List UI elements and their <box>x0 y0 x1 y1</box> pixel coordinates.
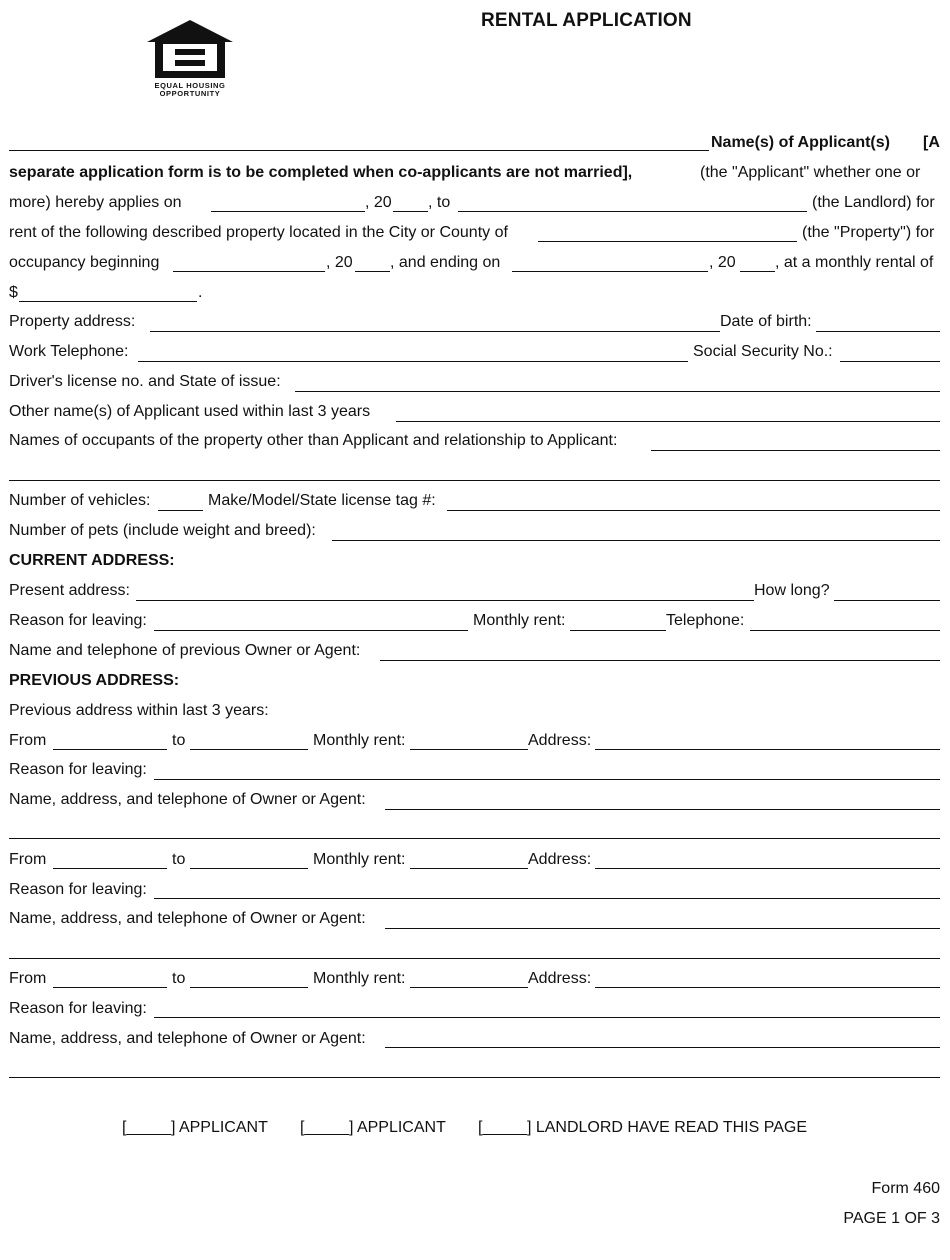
prev3-reason-label: Reason for leaving: <box>9 1000 147 1017</box>
prev1-owner-field-2[interactable] <box>9 838 940 839</box>
prev3-address-label: Address: <box>528 970 592 987</box>
how-long-field[interactable] <box>834 600 940 601</box>
prev1-monthly-rent-field[interactable] <box>410 749 528 750</box>
city-county-field[interactable] <box>538 241 797 242</box>
property-label: (the "Property") for <box>802 224 935 241</box>
prev2-from-field[interactable] <box>53 868 167 869</box>
year-prefix-3: , 20 <box>709 254 736 271</box>
work-telephone-field[interactable] <box>138 361 688 362</box>
current-monthly-rent-field[interactable] <box>570 630 666 631</box>
equal-housing-opportunity-icon <box>145 18 235 80</box>
landlord-name-field[interactable] <box>458 211 807 212</box>
num-pets-field[interactable] <box>332 540 940 541</box>
bracket-open: [A <box>923 134 940 151</box>
page-title: RENTAL APPLICATION <box>481 10 692 31</box>
prev2-address-field[interactable] <box>595 868 940 869</box>
prev-owner-field[interactable] <box>380 660 940 661</box>
present-address-field[interactable] <box>136 600 754 601</box>
prev2-to-field[interactable] <box>190 868 308 869</box>
num-vehicles-field[interactable] <box>158 510 203 511</box>
property-address-field[interactable] <box>150 331 720 332</box>
work-telephone-label: Work Telephone: <box>9 343 129 360</box>
applies-on-label: more) hereby applies on <box>9 194 182 211</box>
prev3-to-label: to <box>172 970 186 987</box>
prev3-owner-field[interactable] <box>385 1047 940 1048</box>
landlord-label: (the Landlord) for <box>812 194 935 211</box>
and-ending-label: , and ending on <box>390 254 501 271</box>
occupants-label: Names of occupants of the property other than Applicant and relationship to Applicant: <box>9 432 618 449</box>
occupants-field-2[interactable] <box>9 480 940 481</box>
other-names-label: Other name(s) of Applicant used within last 3 years <box>9 403 371 420</box>
drivers-license-field[interactable] <box>295 391 940 392</box>
ack-applicant-2[interactable]: [_____] APPLICANT <box>300 1119 446 1136</box>
prev1-to-label: to <box>172 732 186 749</box>
prev3-monthly-rent-label: Monthly rent: <box>313 970 406 987</box>
form-number: Form 460 <box>871 1180 940 1197</box>
present-address-label: Present address: <box>9 582 130 599</box>
current-telephone-field[interactable] <box>750 630 940 631</box>
property-address-label: Property address: <box>9 313 136 330</box>
current-telephone-label: Telephone: <box>666 612 745 629</box>
ack-applicant-1[interactable]: [_____] APPLICANT <box>122 1119 268 1136</box>
year-prefix-2: , 20 <box>326 254 353 271</box>
applicant-clause: (the "Applicant" whether one or <box>700 164 921 181</box>
other-names-field[interactable] <box>396 421 940 422</box>
dollar-sign: $ <box>9 284 18 301</box>
names-label: Name(s) of Applicant(s) <box>711 134 890 151</box>
ack-landlord[interactable]: [_____] LANDLORD HAVE READ THIS PAGE <box>478 1119 808 1136</box>
prev3-owner-field-2[interactable] <box>9 1077 940 1078</box>
prev2-from-label: From <box>9 851 47 868</box>
rent-of-label: rent of the following described property located in the City or County of <box>9 224 508 241</box>
year-prefix-1: , 20 <box>365 194 392 211</box>
prev1-from-field[interactable] <box>53 749 167 750</box>
prev1-to-field[interactable] <box>190 749 308 750</box>
prev-owner-label: Name and telephone of previous Owner or Agent: <box>9 642 361 659</box>
occupancy-end-field[interactable] <box>512 271 708 272</box>
applies-on-date-field[interactable] <box>211 211 365 212</box>
occupancy-label: occupancy beginning <box>9 254 160 271</box>
prev3-to-field[interactable] <box>190 987 308 988</box>
occupants-field[interactable] <box>651 450 940 451</box>
current-reason-field[interactable] <box>154 630 468 631</box>
occupancy-start-year-field[interactable] <box>355 271 390 272</box>
current-address-heading: CURRENT ADDRESS: <box>9 552 175 569</box>
date-of-birth-label: Date of birth: <box>720 313 812 330</box>
applies-on-year-field[interactable] <box>393 211 428 212</box>
prev2-address-label: Address: <box>528 851 592 868</box>
num-vehicles-label: Number of vehicles: <box>9 492 151 509</box>
prev1-reason-field[interactable] <box>154 779 940 780</box>
prev1-address-field[interactable] <box>595 749 940 750</box>
how-long-label: How long? <box>754 582 830 599</box>
logo-text-line1: EQUAL HOUSING <box>154 81 226 90</box>
prev1-owner-label: Name, address, and telephone of Owner or Agent: <box>9 791 366 808</box>
equal-housing-logo <box>145 18 235 103</box>
prev3-from-label: From <box>9 970 47 987</box>
date-of-birth-field[interactable] <box>816 331 940 332</box>
logo-text-line2: OPPORTUNITY <box>159 89 221 98</box>
prev2-monthly-rent-field[interactable] <box>410 868 528 869</box>
prev1-from-label: From <box>9 732 47 749</box>
ssn-field[interactable] <box>840 361 940 362</box>
prev2-to-label: to <box>172 851 186 868</box>
current-reason-label: Reason for leaving: <box>9 612 147 629</box>
intro-line-2 <box>9 163 632 183</box>
prev2-monthly-rent-label: Monthly rent: <box>313 851 406 868</box>
page-number: PAGE 1 OF 3 <box>843 1210 940 1227</box>
previous-address-subheading: Previous address within last 3 years: <box>9 702 269 719</box>
prev2-reason-label: Reason for leaving: <box>9 881 147 898</box>
occupancy-end-year-field[interactable] <box>740 271 775 272</box>
monthly-rental-label: , at a monthly rental of <box>775 254 934 271</box>
current-monthly-rent-label: Monthly rent: <box>473 612 566 629</box>
num-pets-label: Number of pets (include weight and breed): <box>9 522 316 539</box>
prev2-reason-field[interactable] <box>154 898 940 899</box>
make-model-label: Make/Model/State license tag #: <box>208 492 436 509</box>
prev3-monthly-rent-field[interactable] <box>410 987 528 988</box>
prev3-reason-field[interactable] <box>154 1017 940 1018</box>
applicant-names-field[interactable] <box>9 150 709 151</box>
drivers-license-label: Driver's license no. and State of issue: <box>9 373 281 390</box>
ssn-label: Social Security No.: <box>693 343 833 360</box>
prev2-owner-field-2[interactable] <box>9 958 940 959</box>
prev1-address-label: Address: <box>528 732 592 749</box>
prev2-owner-field[interactable] <box>385 928 940 929</box>
prev3-owner-label: Name, address, and telephone of Owner or Agent: <box>9 1030 366 1047</box>
period: . <box>198 284 203 301</box>
prev3-address-field[interactable] <box>595 987 940 988</box>
to-label: , to <box>428 194 451 211</box>
prev3-from-field[interactable] <box>53 987 167 988</box>
monthly-rental-amount-field[interactable] <box>19 301 197 302</box>
prev1-reason-label: Reason for leaving: <box>9 761 147 778</box>
prev2-owner-label: Name, address, and telephone of Owner or Agent: <box>9 910 366 927</box>
prev1-owner-field[interactable] <box>385 809 940 810</box>
bold-clause: separate application form is to be completed when co-applicants are not married], <box>9 164 633 181</box>
prev1-monthly-rent-label: Monthly rent: <box>313 732 406 749</box>
occupancy-start-field[interactable] <box>173 271 325 272</box>
previous-address-heading: PREVIOUS ADDRESS: <box>9 672 180 689</box>
make-model-field[interactable] <box>447 510 940 511</box>
